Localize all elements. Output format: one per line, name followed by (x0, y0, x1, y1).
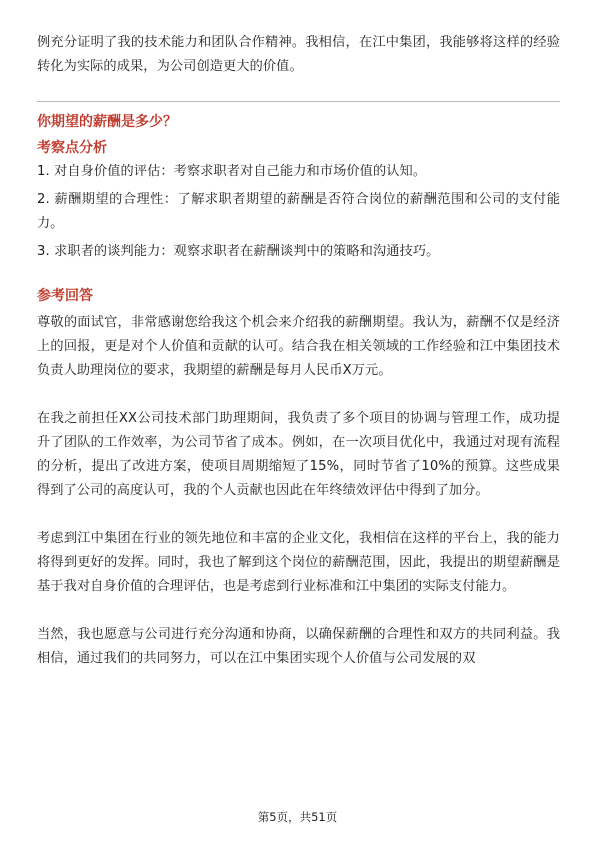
intro-paragraph: 例充分证明了我的技术能力和团队合作精神。我相信，在江中集团，我能够将这样的经验转化为实际的成果，为公司创造更大的价值。 (37, 35, 560, 74)
analysis-item: 2. 薪酬期望的合理性：了解求职者期望的薪酬是否符合岗位的薪酬范围和公司的支付能力。 (37, 192, 560, 231)
analysis-list (37, 160, 560, 268)
question-title: 你期望的薪酬是多少？ (37, 114, 177, 130)
answer-heading: 参考回答 (37, 288, 93, 304)
analysis-item: 3. 求职者的谈判能力：观察求职者在薪酬谈判中的策略和沟通技巧。 (37, 244, 440, 259)
analysis-heading: 考察点分析 (37, 140, 107, 156)
section-divider (37, 101, 560, 102)
page-number: 第5页，共51页 (257, 810, 338, 824)
answer-body (37, 311, 560, 695)
analysis-item: 1. 对自身价值的评估：考察求职者对自己能力和市场价值的认知。 (37, 164, 427, 179)
answer-paragraph: 在我之前担任XX公司技术部门助理期间，我负责了多个项目的协调与管理工作，成功提升了团队的工作效率，为公司节省了成本。例如，在一次项目优化中，我通过对现有流程的分析，提出了改进方案，使项目周期缩短了15%，同时节省了10%的预算。这些成果得到了公司的高度认可，我的个人贡献也因此在年终绩效评估中得到了加分。 (37, 411, 560, 498)
document-page (37, 0, 560, 842)
answer-paragraph: 当然，我也愿意与公司进行充分沟通和协商，以确保薪酬的合理性和双方的共同利益。我相信，通过我们的共同努力，可以在江中集团实现个人价值与公司发展的双 (37, 627, 560, 666)
answer-paragraph: 尊敬的面试官，非常感谢您给我这个机会来介绍我的薪酬期望。我认为，薪酬不仅是经济上的回报，更是对个人价值和贡献的认可。结合我在相关领域的工作经验和江中集团技术负责人助理岗位的要求，我期望的薪酬是每月人民币X万元。 (37, 315, 560, 378)
answer-paragraph: 考虑到江中集团在行业的领先地位和丰富的企业文化，我相信在这样的平台上，我的能力将得到更好的发挥。同时，我也了解到这个岗位的薪酬范围，因此，我提出的期望薪酬是基于我对自身价值的合理评估，也是考虑到行业标准和江中集团的实际支付能力。 (37, 531, 560, 594)
